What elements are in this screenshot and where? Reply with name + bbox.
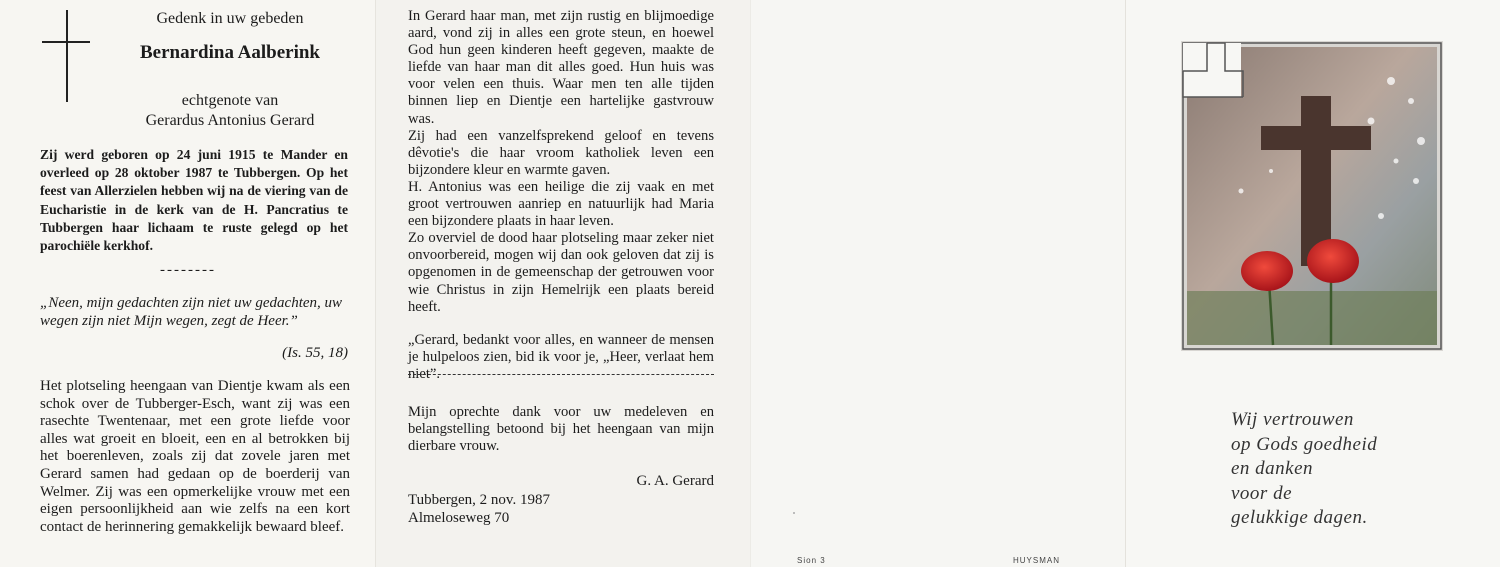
verse-line: Wij vertrouwen xyxy=(1231,409,1354,430)
paragraph: H. Antonius was een heilige die zij vaak en met groot vertrouwen aanriep en natuurlijk had Maria een bijzondere plaats in haar leven. xyxy=(408,178,714,230)
printer-name: HUYSMAN xyxy=(1013,556,1061,565)
cross-roses-photo xyxy=(1181,41,1443,351)
paragraph: Zo overviel de dood haar plotseling maar zeker niet onvoorbereid, mogen wij dan ook geloven dat zij is opgenomen in de gemeenschap der getrouwen voor wie Christus in zijn Hemelrijk een plaats bereid heeft. xyxy=(408,230,714,315)
biography: Zij werd geboren op 24 juni 1915 te Mander en overleed op 28 oktober 1987 te Tubbergen. Op het feest van Allerzielen hebben wij na de viering van de Eucharistie in de kerk van de H. Pancratius te Tubbergen haar lichaam te ruste gelegd op het parochiële kerkhof. xyxy=(40,147,348,254)
paragraph: In Gerard haar man, met zijn rustig en blijmoedige aard, vond zij in alles een grote steun, en hoewel God hun geen kinderen heeft gegeven, maakte de liefde van haar man dit alles goed. Hun huis was voor velen een thuis. Waar men ten alle tijden binnen liep en Dientje een hartelijke gastvrouw was. xyxy=(408,8,714,127)
verse-line: voor de xyxy=(1231,482,1293,504)
body-text-continued xyxy=(408,8,714,383)
deceased-name: Bernardina Aalberink xyxy=(140,42,320,63)
verse-line: en danken xyxy=(1231,458,1314,479)
print-code: Sion 3 xyxy=(797,556,826,565)
separator: -------- xyxy=(160,262,216,278)
panel-middle-left xyxy=(375,0,751,567)
heading: Gedenk in uw gebeden xyxy=(156,10,304,27)
scripture-citation: (Is. 55, 18) xyxy=(282,345,348,361)
paragraph: „Gerard, bedankt voor alles, en wanneer de mensen je hulpeloos zien, bid ik voor je, „Heer, verlaat hem niet”. xyxy=(408,331,714,382)
panel-left xyxy=(0,0,375,567)
panel-front xyxy=(1125,0,1500,567)
cross-icon-bar xyxy=(42,41,90,43)
signature: G. A. Gerard xyxy=(636,473,714,489)
verse-line: op Gods goedheid xyxy=(1231,433,1378,455)
body-text: Het plotseling heengaan van Dientje kwam als een schok over de Tubberger-Esch, want zij was een rasechte Twentenaar, met een grote liefde voor alles wat groeit en bloeit, een en al betrokken bij het boerenleven, zoals zij dat zovele jaren met Gerard samen had gedaan op de boerderij van Welmer. Zij was een opmerkelijke vrouw met een eigen persoonlijkheid aan wie zelfs na een kort contact de herinnering gemakkelijk bewaard bleef. xyxy=(40,378,350,535)
verse xyxy=(1231,408,1481,531)
address: Almeloseweg 70 xyxy=(408,510,510,526)
panel-back xyxy=(750,0,1126,567)
thanks-text: Mijn oprechte dank voor uw medeleven en belangstelling betoond bij het heengaan van mijn dierbare vrouw. xyxy=(408,404,714,455)
spouse-label: echtgenote van xyxy=(181,92,279,109)
divider xyxy=(408,374,714,375)
verse-line: gelukkige dagen. xyxy=(1231,507,1368,528)
speck xyxy=(793,512,795,514)
place-date: Tubbergen, 2 nov. 1987 xyxy=(408,492,550,508)
scripture-quote: „Neen, mijn gedachten zijn niet uw gedachten, uw wegen zijn niet Mijn wegen, zegt de Heer.” xyxy=(40,295,343,329)
place-and-address xyxy=(408,491,714,527)
paragraph: Zij had een vanzelfsprekend geloof en tevens dêvotie's die haar vroom katholiek leven een bijzondere kleur en warmte gaven. xyxy=(408,127,714,178)
cross-icon xyxy=(66,10,68,102)
spouse-name: Gerardus Antonius Gerard xyxy=(145,112,315,129)
